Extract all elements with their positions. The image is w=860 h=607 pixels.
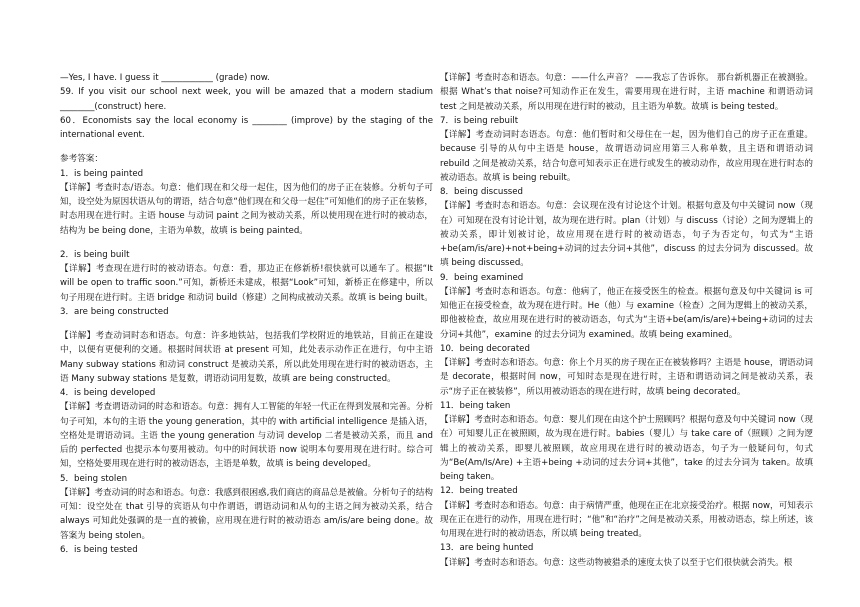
answer-3: 3．are being constructed	[60, 306, 169, 317]
explanation-9: 【详解】考查时态和语态。句意：他病了，他正在接受医生的检查。根据句意及句中关键词 is 可知他正在接受检查，故为现在进行时。He（他）与 examine（检查）之间为逻辑上的被动关系，即他被检查，故应用现在进行时的被动语态，句式为“主语+be(am/is/are)+being+动词的过去分词+其他”，examine 的过去分词为 examined。故填 being examined。	[440, 286, 813, 340]
answer-12: 12．being treated	[440, 486, 518, 497]
answer-9: 9．being examined	[440, 272, 524, 283]
explanation-5: 【详解】考查动词的时态和语态。句意：我感到很困惑,我们商店的商品总是被偷。分析句子的结构可知：设空处在 that 引导的宾语从句中作谓语，谓语动词和从句的主语之间为被动关系，结合 always 可知此处强调的是一直的被偷，应用现在进行时的被动语态 am/is/are being done。故答案为 being stolen。	[60, 487, 433, 541]
answer-6: 6．is being tested	[60, 544, 138, 555]
answer-11: 11．being taken	[440, 400, 511, 411]
explanation-2: 【详解】考查现在进行时的被动语态。句意：看，那边正在修新桥!很快就可以通车了。根据“It will be open to traffic soon.”可知，新桥还未建成，根据“Look”可知，新桥正在修建中，所以句子用现在进行时。主语 bridge 和动词 build（修建）之间构成被动关系。故填 is being built。	[60, 264, 433, 303]
explanation-3: 【详解】考查动词时态和语态。句意：许多地铁站，包括我们学校附近的地铁站，目前正在建设中，以便有更便利的交通。根据时间状语 at present 可知，此处表示动作正在进行，句中主语 Many subway stations 和动词 construct 是被动关系，所以此处用现在进行时的被动语态，主语 Many subway stations 是复数，谓语动词用复数，故填 are being constructed。	[60, 331, 433, 384]
explanation-11: 【详解】考查时态和语态。句意：婴儿们现在由这个护士照顾吗？根据句意及句中关键词 now（现在）可知婴儿正在被照顾，故为现在进行时。babies（婴儿）与 take care of（照顾）之间为逻辑上的被动关系，即婴儿被照顾，故应用现在进行时的被动语态，句子为一般疑问句，句式为“Be(Am/Is/Are) +主语+being +动词的过去分词+其他”，take 的过去分词为 taken。故填 being taken。	[440, 415, 813, 482]
answer-10: 10．being decorated	[440, 343, 530, 354]
question-59: 59. If you visit our school next week, you will be amazed that a modern stadium ________(construct) here.	[60, 87, 433, 112]
explanation-10: 【详解】考查时态和语态。句意：你上个月买的房子现在正在被装修吗？主语是 house，谓语动词是 decorate，根据时间 now，可知时态是现在进行时，主语和谓语动词之间是被动关系，表示“房子正在被装修”，所以用被动语态的现在进行时，故填 being decorated。	[440, 358, 813, 397]
right-column	[440, 71, 813, 570]
explanation-8: 【详解】考查时态和语态。句意：会议现在没有讨论这个计划。根据句意及句中关键词 now（现在）可知现在没有讨论计划，故为现在进行时。plan（计划）与 discuss（讨论）之间为逻辑上的被动关系，即计划被讨论，故应用现在进行时的被动语态，句子为否定句，句式为“主语+be(am/is/are)+not+being+动词的过去分词+其他”，discuss 的过去分词为 discussed。故填 being discussed。	[440, 201, 813, 269]
explanation-1: 【详解】考查时态/语态。句意：他们现在和父母一起住，因为他们的房子正在装修。分析句子可知，设空处为原因状语从句的谓语，结合句意“他们现在和父母一起住”可知他们的房子正在装修，时态用现在进行时。主语 house 与动词 paint 之间为被动关系，所以使用现在进行时的被动态，结构为 be being done，主语为单数，故填 is being painted。	[60, 182, 433, 236]
explanation-13: 【详解】考查时态和语态。句意：这些动物被猎杀的速度太快了以至于它们很快就会消失。根	[440, 557, 793, 568]
answer-7: 7．is being rebuilt	[440, 115, 519, 126]
explanation-4: 【详解】考查谓语动词的时态和语态。句意：拥有人工智能的年轻一代正在得到发展和完善。分析句子可知，本句的主语 the young generation，其中的 with artificial intelligence 是插入语，空格处是谓语动词。主语 the young generation 与动词 develop 二者是被动关系，而且 and 后的 perfected 也提示本句要用被动。句中的时间状语 now 说明本句要用现在进行时。综合可知，空格处要用现在进行时的被动语态，主语是单数，故填 is being developed。	[60, 402, 433, 470]
answer-13: 13．are being hunted	[440, 543, 534, 554]
answer-1: 1．is being painted	[60, 168, 144, 179]
explanation-12: 【详解】考查时态和语态。句意：由于病情严重，他现在正在北京接受治疗。根据 now，可知表示现在正在进行的动作，用现在进行时；“他”和“治疗”之间是被动关系，用被动语态，综上所述，该句用现在进行时的被动语态，所以填 being treated。	[440, 500, 813, 539]
left-column	[60, 71, 433, 557]
answer-8: 8．being discussed	[440, 187, 524, 197]
question-58-continuation: —Yes, I have. I guess it ____________ (grade) now.	[60, 73, 270, 83]
explanation-6: 【详解】考查时态和语态。句意：——什么声音？ ——我忘了告诉你。 那台新机器正在被测验。根据 What’s that noise?可知动作正在发生，需要用现在进行时，主语 machine 和谓语动词 test 之间是被动关系，所以用现在进行时的被动，且主语为单数。故填 is being tested。	[440, 73, 813, 112]
explanation-7: 【详解】考查动词时态语态。句意：他们暂时和父母住在一起，因为他们自己的房子正在重建。because 引导的从句中主语是 house，故谓语动词应用第三人称单数，且主语和谓语动词 rebuild 之间是被动关系，结合句意可知表示正在进行或发生的被动动作，故应用现在进行时态的被动语态。故填 is being rebuilt。	[440, 130, 813, 183]
question-60: 60．Economists say the local economy is ________ (improve) by the staging of the international event.	[60, 115, 433, 140]
answer-4: 4．is being developed	[60, 388, 156, 398]
answers-heading: 参考答案：	[60, 154, 103, 165]
answer-2: 2．is being built	[60, 249, 130, 260]
answer-5: 5．being stolen	[60, 473, 128, 484]
